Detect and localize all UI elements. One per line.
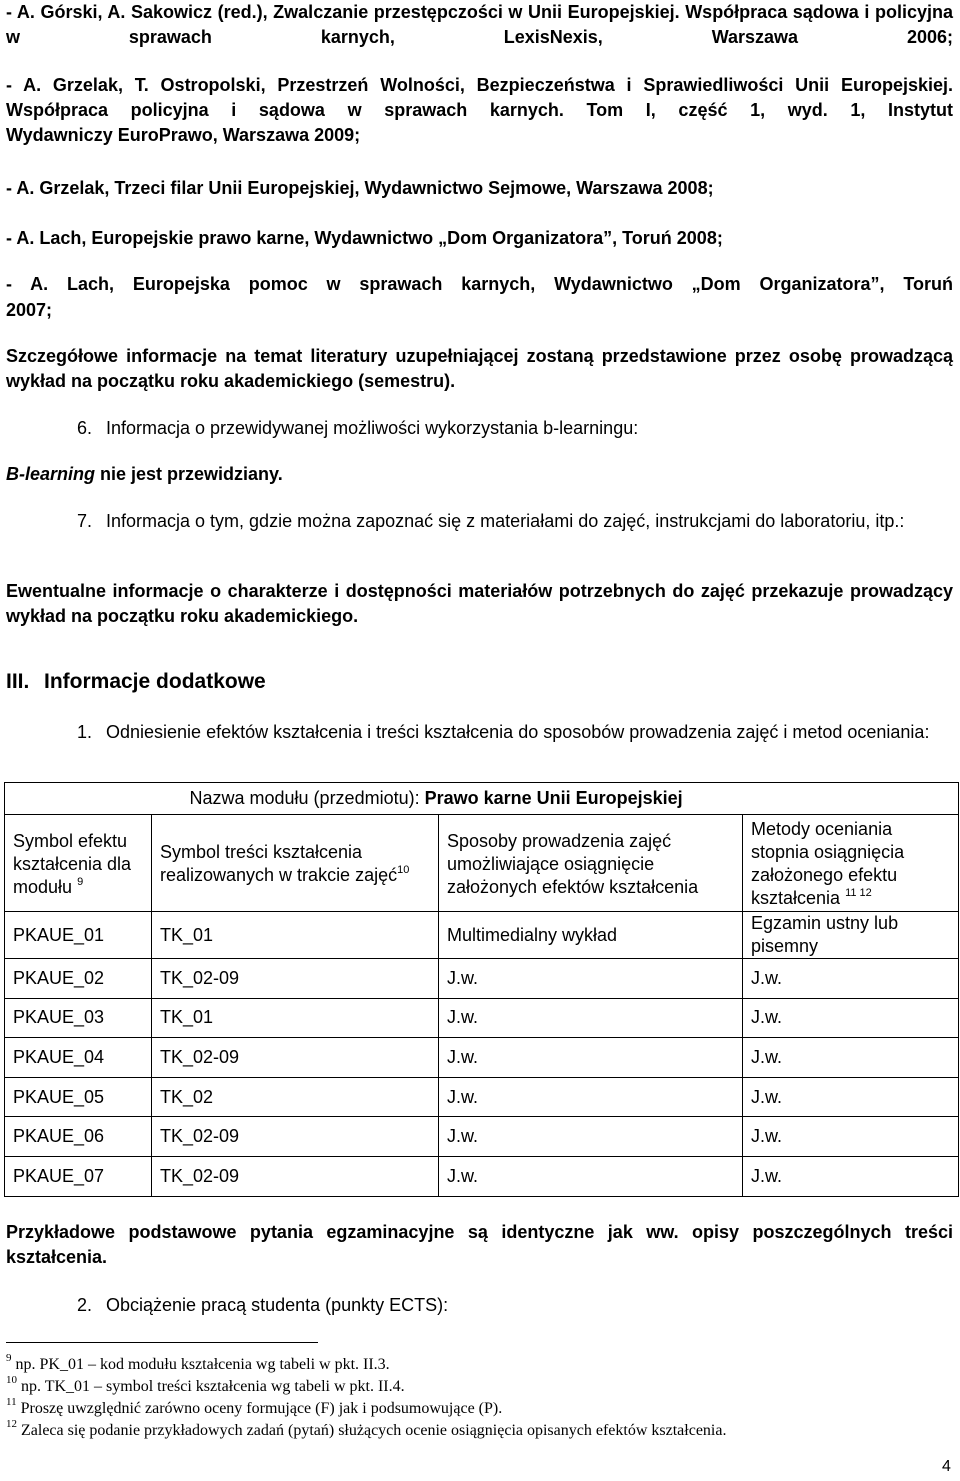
point6-answer-rest: nie jest przewidziany. bbox=[95, 464, 283, 484]
assessment-method-cell: J.w. bbox=[743, 1038, 959, 1078]
table-row bbox=[5, 998, 959, 1038]
reference-grzelak-ostropolski-end: Wydawniczy EuroPrawo, Warszawa 2009; bbox=[6, 125, 361, 145]
reference-grzelak-trzeci-filar: - A. Grzelak, Trzeci filar Unii Europejskiej, Wydawnictwo Sejmowe, Warszawa 2008; bbox=[6, 178, 714, 198]
footnote-number: 9 bbox=[6, 1352, 12, 1364]
section-title: Informacje dodatkowe bbox=[44, 670, 266, 693]
footnote-text: np. PK_01 – kod modułu kształcenia wg tabeli w pkt. II.3. bbox=[15, 1356, 390, 1373]
effect-symbol-cell: PKAUE_05 bbox=[5, 1077, 152, 1117]
b-learning-term: B-learning bbox=[6, 464, 96, 484]
content-symbol-cell: TK_02-09 bbox=[152, 1156, 439, 1196]
subpoint2-text: Obciążenie pracą studenta (punkty ECTS): bbox=[106, 1295, 449, 1315]
footnote-number: 11 bbox=[6, 1396, 17, 1408]
assessment-method-cell: Egzamin ustny lub pisemny bbox=[743, 912, 959, 959]
table-row bbox=[5, 1077, 959, 1117]
header-content-symbol bbox=[152, 815, 439, 912]
subpoint1-text: Odniesienie efektów kształcenia i treści kształcenia do sposobów prowadzenia zajęć i metod oceniania: bbox=[106, 722, 930, 742]
footnote-ref-11-12: 11 12 bbox=[845, 887, 872, 899]
footnote bbox=[6, 1354, 956, 1376]
point6-answer bbox=[6, 462, 283, 487]
content-symbol-cell: TK_01 bbox=[152, 998, 439, 1038]
header-teaching-methods-text: Sposoby prowadzenia zajęć umożliwiające osiągnięcie założonych efektów kształcenia bbox=[447, 830, 699, 897]
literature-note: Szczegółowe informacje na temat literatury uzupełniającej zostaną przedstawione przez osobę prowadzącą wykład na początku roku akademickiego (semestru). bbox=[6, 346, 953, 391]
teaching-method-cell: Multimedialny wykład bbox=[439, 912, 743, 959]
subpoint2-number: 2. bbox=[77, 1295, 93, 1315]
assessment-method-cell: J.w. bbox=[743, 1117, 959, 1157]
point6-heading: Informacja o przewidywanej możliwości wykorzystania b-learningu: bbox=[106, 418, 639, 438]
header-effect-symbol bbox=[5, 815, 152, 912]
footnote-number: 10 bbox=[6, 1374, 17, 1386]
table-row bbox=[5, 1038, 959, 1078]
footnote-ref-9: 9 bbox=[77, 875, 84, 888]
reference-gorski: - A. Górski, A. Sakowicz (red.), Zwalczanie przestępczości w Unii Europejskiej. Współpraca sądowa i policyjna w sprawach karnych, LexisNexis, Warszawa 2006; bbox=[6, 2, 953, 47]
footnote bbox=[6, 1398, 956, 1420]
assessment-method-cell: J.w. bbox=[743, 998, 959, 1038]
header-effect-symbol-text: Symbol efektu kształcenia dla modułu bbox=[13, 830, 132, 897]
exam-note: Przykładowe podstawowe pytania egzaminacyjne są identyczne jak ww. opisy poszczególnych treści kształcenia. bbox=[6, 1222, 953, 1267]
point7-number: 7. bbox=[77, 511, 93, 531]
header-content-symbol-text: Symbol treści kształcenia realizowanych w trakcie zajęć bbox=[160, 842, 398, 885]
reference-lach-prawo-karne: - A. Lach, Europejskie prawo karne, Wydawnictwo „Dom Organizatora”, Toruń 2008; bbox=[6, 228, 723, 248]
assessment-method-cell: J.w. bbox=[743, 959, 959, 999]
caption-prefix: Nazwa modułu (przedmiotu): bbox=[189, 788, 425, 808]
content-symbol-cell: TK_01 bbox=[152, 912, 439, 959]
footnote-text: Zaleca się podanie przykładowych zadań (pytań) służących ocenie osiągnięcia opisanych efektów kształcenia. bbox=[21, 1422, 727, 1439]
footnote bbox=[6, 1376, 956, 1398]
effect-symbol-cell: PKAUE_04 bbox=[5, 1038, 152, 1078]
effect-symbol-cell: PKAUE_03 bbox=[5, 998, 152, 1038]
reference-grzelak-ostropolski: - A. Grzelak, T. Ostropolski, Przestrzeń Wolności, Bezpieczeństwa i Sprawiedliwości Unii Europejskiej. Współpraca policyjna i sądowa w sprawach karnych. Tom I, część 1, wyd. 1, Instytut bbox=[6, 75, 953, 120]
header-assessment-methods-text: Metody oceniania stopnia osiągnięcia założonego efektu kształcenia bbox=[751, 819, 905, 908]
teaching-method-cell: J.w. bbox=[439, 1156, 743, 1196]
point7-answer: Ewentualne informacje o charakterze i dostępności materiałów potrzebnych do zajęć przekazuje prowadzący wykład na początku roku akademickiego. bbox=[6, 581, 953, 626]
assessment-method-cell: J.w. bbox=[743, 1077, 959, 1117]
effects-table bbox=[4, 782, 959, 1197]
table-caption bbox=[152, 783, 959, 815]
footnote-text: np. TK_01 – symbol treści kształcenia wg tabeli w pkt. II.4. bbox=[21, 1378, 405, 1395]
footnote bbox=[6, 1420, 956, 1442]
header-assessment-methods bbox=[743, 815, 959, 912]
content-symbol-cell: TK_02-09 bbox=[152, 1117, 439, 1157]
subpoint1-number: 1. bbox=[77, 722, 93, 742]
effect-symbol-cell: PKAUE_07 bbox=[5, 1156, 152, 1196]
point7-heading: Informacja o tym, gdzie można zapoznać się z materiałami do zajęć, instrukcjami do laboratoriu, itp.: bbox=[106, 511, 905, 531]
header-teaching-methods bbox=[439, 815, 743, 912]
content-symbol-cell: TK_02-09 bbox=[152, 1038, 439, 1078]
table-body bbox=[5, 912, 959, 1197]
table-row bbox=[5, 912, 959, 959]
point6-number: 6. bbox=[77, 418, 93, 438]
table-row bbox=[5, 959, 959, 999]
footnote-ref-10: 10 bbox=[397, 864, 410, 876]
teaching-method-cell: J.w. bbox=[439, 1038, 743, 1078]
effect-symbol-cell: PKAUE_06 bbox=[5, 1117, 152, 1157]
teaching-method-cell: J.w. bbox=[439, 959, 743, 999]
content-symbol-cell: TK_02 bbox=[152, 1077, 439, 1117]
teaching-method-cell: J.w. bbox=[439, 998, 743, 1038]
effect-symbol-cell: PKAUE_02 bbox=[5, 959, 152, 999]
table-row bbox=[5, 1156, 959, 1196]
reference-lach-pomoc-end: 2007; bbox=[6, 300, 53, 320]
section-number: III. bbox=[6, 670, 30, 693]
module-name: Prawo karne Unii Europejskiej bbox=[424, 788, 683, 808]
footnote-number: 12 bbox=[6, 1418, 17, 1430]
effect-symbol-cell: PKAUE_01 bbox=[5, 912, 152, 959]
reference-lach-pomoc: - A. Lach, Europejska pomoc w sprawach karnych, Wydawnictwo „Dom Organizatora”, Toruń bbox=[6, 274, 953, 294]
table-row bbox=[5, 1117, 959, 1157]
page-number: 4 bbox=[942, 1458, 951, 1475]
caption-blank-cell bbox=[5, 783, 152, 815]
teaching-method-cell: J.w. bbox=[439, 1077, 743, 1117]
assessment-method-cell: J.w. bbox=[743, 1156, 959, 1196]
footnote-text: Proszę uwzględnić zarówno oceny formujące (F) jak i podsumowujące (P). bbox=[20, 1400, 503, 1417]
content-symbol-cell: TK_02-09 bbox=[152, 959, 439, 999]
footnote-divider bbox=[6, 1342, 318, 1343]
footnotes bbox=[6, 1354, 956, 1442]
teaching-method-cell: J.w. bbox=[439, 1117, 743, 1157]
